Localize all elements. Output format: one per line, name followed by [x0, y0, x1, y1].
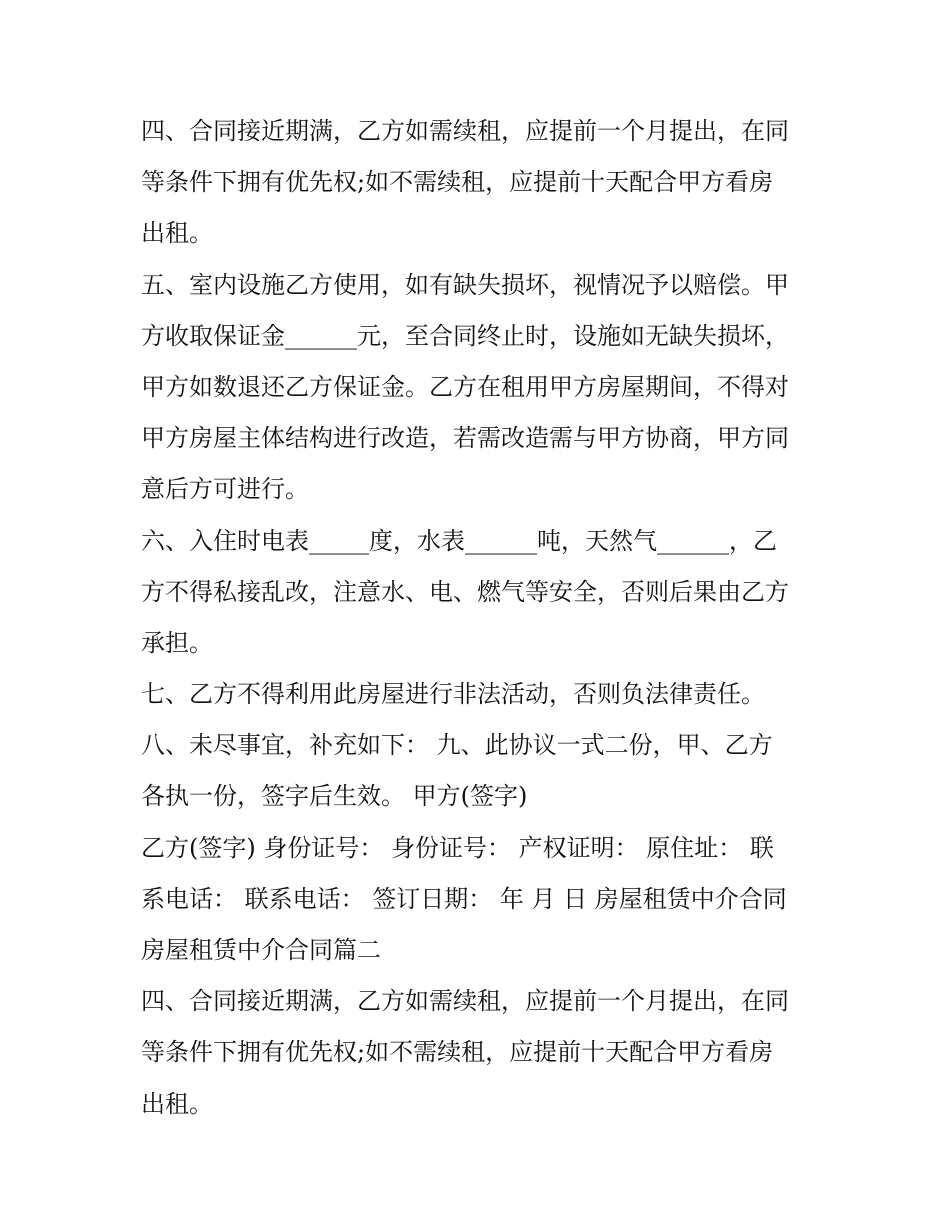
text-line: 系电话： 联系电话： 签订日期： 年 月 日 房屋租赁中介合同	[141, 884, 787, 913]
text-line: 五、室内设施乙方使用，如有缺失损坏，视情况予以赔偿。甲	[141, 270, 789, 299]
text-line: 等条件下拥有优先权;如不需续租，应提前十天配合甲方看房	[141, 1038, 774, 1067]
document-body	[141, 106, 821, 1130]
text-line: 六、入住时电表_____度，水表______吨，天然气______，乙	[141, 526, 777, 555]
text-line: 意后方可进行。	[141, 475, 309, 504]
text-line: 七、乙方不得利用此房屋进行非法活动，否则负法律责任。	[141, 680, 765, 709]
text-line: 甲方如数退还乙方保证金。乙方在租用甲方房屋期间，不得对	[141, 372, 789, 401]
section-heading: 房屋租赁中介合同篇二	[141, 936, 381, 964]
text-line: 方不得私接乱改，注意水、电、燃气等安全，否则后果由乙方	[141, 577, 789, 606]
text-line: 乙方(签字) 身份证号： 身份证号： 产权证明： 原住址： 联	[141, 833, 774, 862]
text-line: 四、合同接近期满，乙方如需续租，应提前一个月提出，在同	[141, 987, 789, 1016]
text-line: 承担。	[141, 628, 213, 657]
text-line: 等条件下拥有优先权;如不需续租，应提前十天配合甲方看房	[141, 168, 774, 197]
text-line: 各执一份，签字后生效。 甲方(签字)	[141, 782, 528, 811]
text-line: 四、合同接近期满，乙方如需续租，应提前一个月提出，在同	[141, 117, 789, 145]
text-line: 甲方房屋主体结构进行改造，若需改造需与甲方协商，甲方同	[141, 424, 789, 453]
text-line: 方收取保证金______元，至合同终止时，设施如无缺失损坏，	[141, 321, 789, 350]
text-line: 出租。	[141, 1089, 213, 1118]
text-line: 八、未尽事宜，补充如下： 九、此协议一式二份，甲、乙方	[141, 731, 773, 760]
text-line: 出租。	[141, 219, 213, 248]
